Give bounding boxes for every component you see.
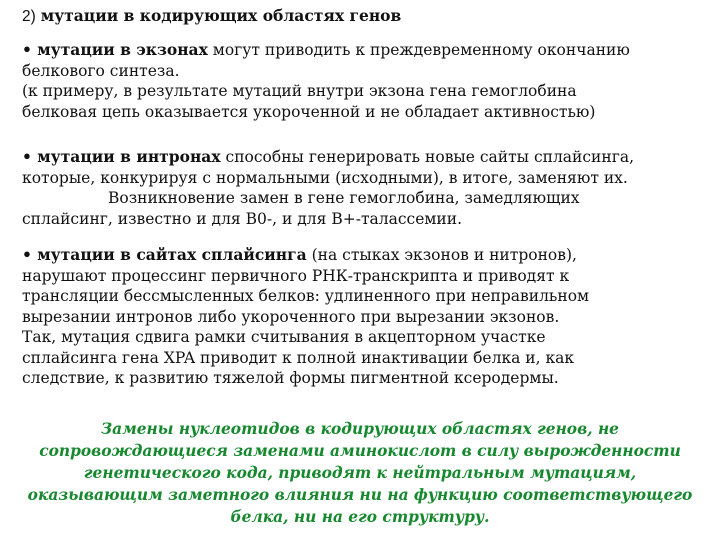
bullet-heading: • мутации в интронах	[22, 147, 221, 166]
paragraph-line	[22, 147, 702, 168]
splice-site-mutations-paragraph	[22, 245, 702, 389]
paragraph-line: трансляции бессмысленных белков: удлиненного при неправильном	[22, 287, 590, 305]
paragraph-line	[22, 40, 702, 61]
intron-mutations-paragraph	[22, 147, 702, 229]
summary-line: сопровождающиеся заменами аминокислот в силу вырожденности	[39, 441, 681, 460]
paragraph-line: Так, мутация сдвига рамки считывания в акцепторном участке	[22, 328, 546, 346]
paragraph-line: вырезании интронов либо укороченного при вырезании экзонов.	[22, 307, 560, 326]
paragraph-line: следствие, к развитию тяжелой формы пигментной ксеродермы.	[22, 369, 559, 387]
summary-line: генетического кода, приводят к нейтральным мутациям,	[83, 463, 637, 482]
paragraph-line: Возникновение замен в гене гемоглобина, замедляющих	[108, 189, 580, 207]
bullet-heading: • мутации в сайтах сплайсинга	[22, 245, 307, 264]
title-text: мутации в кодирующих областях генов	[40, 6, 402, 25]
summary-line: белка, ни на его структуру.	[230, 507, 490, 526]
paragraph-line: которые, конкурируя с нормальными (исходными), в итоге, заменяют их.	[22, 168, 628, 187]
paragraph-line	[22, 245, 702, 266]
summary-line: оказывающим заметного влияния ни на функцию соответствующего	[27, 485, 693, 504]
paragraph-text: могут приводить к преждевременному окончанию	[212, 41, 630, 59]
paragraph-line: нарушают процессинг первичного РНК-транскрипта и приводят к	[22, 266, 570, 285]
exon-mutations-paragraph	[22, 40, 702, 122]
slide-title	[22, 6, 401, 26]
title-number: 2)	[22, 8, 36, 25]
summary-line: Замены нуклеотидов в кодирующих областях генов, не	[100, 419, 620, 438]
paragraph-line: белковая цепь оказывается укороченной и не обладает активностью)	[22, 102, 596, 121]
paragraph-text: способны генерировать новые сайты сплайсинга,	[225, 148, 635, 166]
summary-note	[0, 418, 720, 528]
paragraph-line: сплайсинг, известно и для В0-, и для В+-талассемии.	[22, 209, 463, 228]
paragraph-line: (к примеру, в результате мутаций внутри экзона гена гемоглобина	[22, 82, 577, 100]
paragraph-line: сплайсинга гена XPA приводит к полной инактивации белка и, как	[22, 348, 575, 367]
bullet-heading: • мутации в экзонах	[22, 40, 208, 59]
paragraph-line: белкового синтеза.	[22, 61, 180, 80]
paragraph-text: (на стыках экзонов и нитронов),	[311, 246, 577, 264]
